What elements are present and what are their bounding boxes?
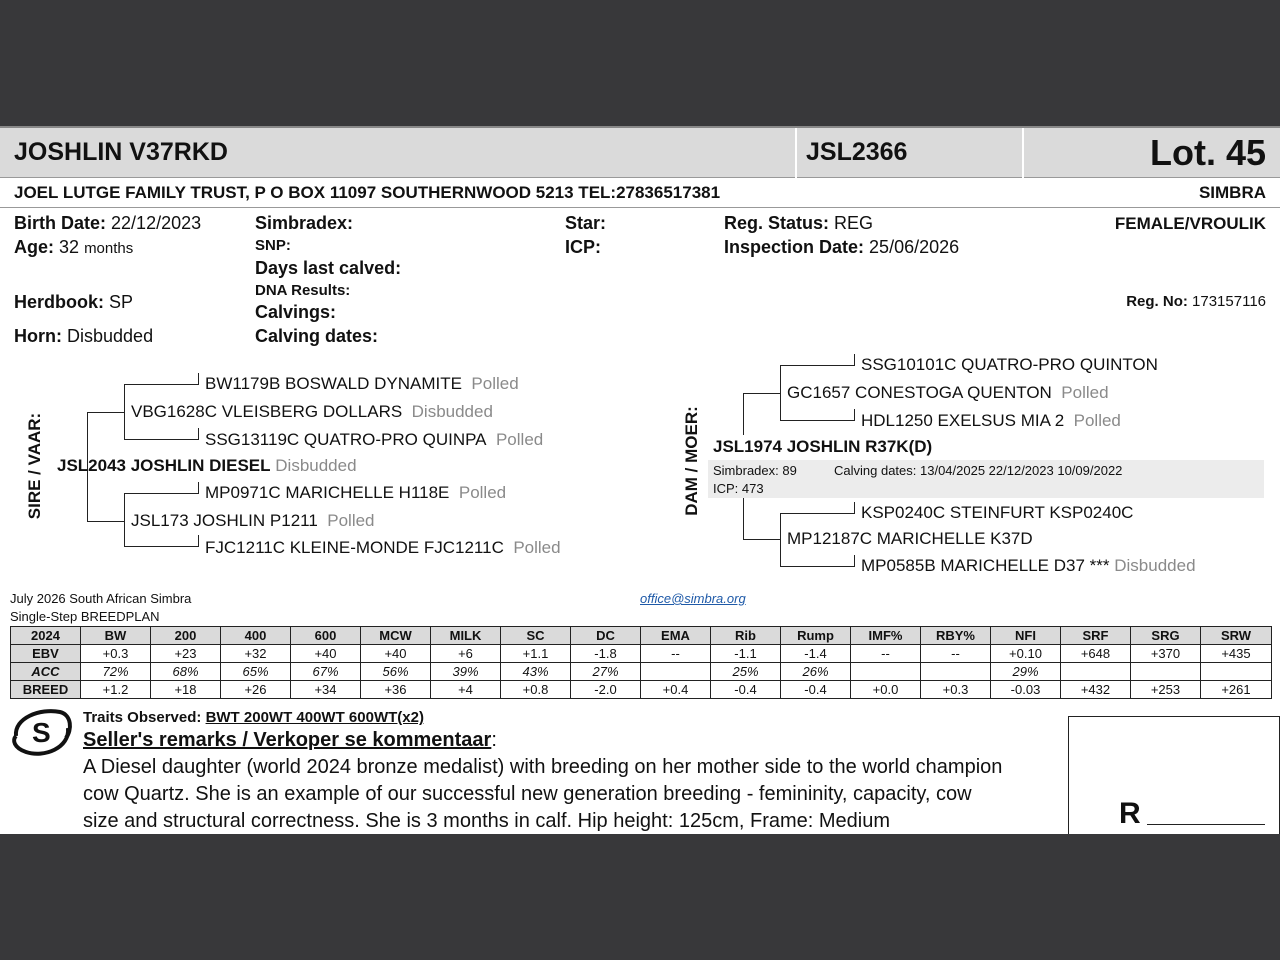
ebv-header-cell: SC xyxy=(501,627,571,645)
ebv-cell xyxy=(641,663,711,681)
remarks-title: Seller's remarks / Verkoper se kommentaar: xyxy=(83,729,497,751)
pedigree-line xyxy=(198,482,199,494)
ebv-cell: -1.8 xyxy=(571,645,641,663)
ebv-cell: +0.8 xyxy=(501,681,571,699)
ebv-row xyxy=(11,681,1272,699)
pedigree-line xyxy=(87,521,124,522)
ebv-cell: +18 xyxy=(151,681,221,699)
sex: FEMALE/VROULIK xyxy=(1114,214,1266,233)
sire-dam-sire: MP0971C MARICHELLE H118E Polled xyxy=(205,483,507,502)
logo-letter: S xyxy=(32,717,51,748)
pedigree-line xyxy=(780,513,781,567)
breed-name: SIMBRA xyxy=(1198,183,1266,202)
lot-header xyxy=(0,126,1280,178)
ebv-cell: +40 xyxy=(291,645,361,663)
dam-dam: MP12187C MARICHELLE K37D xyxy=(787,529,1033,548)
ebv-header-cell: SRG xyxy=(1131,627,1201,645)
pedigree-line xyxy=(124,384,198,385)
ebv-cell xyxy=(1061,663,1131,681)
ebv-cell: -1.1 xyxy=(711,645,781,663)
inspection-date: Inspection Date: 25/06/2026 xyxy=(724,237,960,257)
days-last-calved-label: Days last calved: xyxy=(255,258,402,278)
pedigree-line xyxy=(124,546,198,547)
pedigree-line xyxy=(780,566,854,567)
sire-dam-dam: FJC1211C KLEINE-MONDE FJC1211C Polled xyxy=(205,538,561,557)
ebv-source: July 2026 South African Simbra xyxy=(10,591,192,606)
ebv-cell: 27% xyxy=(571,663,641,681)
dam-sire-sire: SSG10101C QUATRO-PRO QUINTON xyxy=(861,355,1158,374)
ebv-header-cell: SRF xyxy=(1061,627,1131,645)
price-line xyxy=(1147,824,1265,825)
ebv-cell: +261 xyxy=(1201,681,1272,699)
traits-observed: Traits Observed: BWT 200WT 400WT 600WT(x2) xyxy=(83,709,424,726)
ebv-cell: +34 xyxy=(291,681,361,699)
pedigree-line xyxy=(780,513,854,514)
ebv-cell: -0.4 xyxy=(711,681,781,699)
reg-status: Reg. Status: REG xyxy=(724,213,874,233)
reg-number: Reg. No: 173157116 xyxy=(1126,293,1266,310)
ebv-cell: -1.4 xyxy=(781,645,851,663)
ebv-cell: -0.03 xyxy=(991,681,1061,699)
breeder-info: JOEL LUTGE FAMILY TRUST, P O BOX 11097 SOUTHERNWOOD 5213 TEL:27836517381 xyxy=(14,183,721,202)
ebv-cell: 25% xyxy=(711,663,781,681)
pedigree-line xyxy=(780,365,781,421)
price-box[interactable] xyxy=(1068,716,1280,834)
sire-side-label: SIRE / VAAR: xyxy=(25,412,44,520)
ebv-cell: +0.0 xyxy=(851,681,921,699)
calvings-label: Calvings: xyxy=(255,302,337,322)
pedigree-line xyxy=(854,555,855,567)
pedigree-line xyxy=(124,493,125,547)
ebv-cell: +370 xyxy=(1131,645,1201,663)
ebv-cell: +36 xyxy=(361,681,431,699)
pedigree-line xyxy=(743,393,744,435)
dam-side-label: DAM / MOER: xyxy=(682,406,701,516)
ebv-cell: 72% xyxy=(81,663,151,681)
email-link[interactable]: office@simbra.org xyxy=(640,591,746,606)
ebv-row-label: ACC xyxy=(11,663,81,681)
ebv-cell: +23 xyxy=(151,645,221,663)
ebv-row xyxy=(11,645,1272,663)
pedigree-line xyxy=(743,498,744,540)
breeder-bar xyxy=(0,178,1280,208)
remarks-line: size and structural correctness. She is 3 months in calf. Hip height: 125cm, Frame: Medium xyxy=(83,810,891,832)
simbradex-label: Simbradex: xyxy=(255,213,354,233)
ebv-cell: +0.4 xyxy=(641,681,711,699)
pedigree-line xyxy=(854,409,855,421)
dam: JSL1974 JOSHLIN R37K(D) xyxy=(713,437,933,456)
ebv-header-cell: MCW xyxy=(361,627,431,645)
ebv-header-cell: Rump xyxy=(781,627,851,645)
pedigree-line xyxy=(124,439,198,440)
dam-dam-dam: MP0585B MARICHELLE D37 *** Disbudded xyxy=(861,556,1196,575)
ebv-cell: -- xyxy=(921,645,991,663)
ebv-header-cell: NFI xyxy=(991,627,1061,645)
animal-id: JSL2366 xyxy=(806,138,908,166)
pedigree-line xyxy=(198,535,199,547)
lot-card xyxy=(0,126,1280,834)
ebv-cell: +648 xyxy=(1061,645,1131,663)
ebv-cell xyxy=(851,663,921,681)
pedigree-line xyxy=(854,354,855,366)
ebv-cell: 56% xyxy=(361,663,431,681)
ebv-header-cell: 600 xyxy=(291,627,361,645)
dam-sire-dam: HDL1250 EXELSUS MIA 2 Polled xyxy=(861,411,1121,430)
pedigree-line xyxy=(743,539,780,540)
ebv-header-cell: MILK xyxy=(431,627,501,645)
dam-dam-sire: KSP0240C STEINFURT KSP0240C xyxy=(861,503,1134,522)
ebv-cell: +0.3 xyxy=(921,681,991,699)
ebv-cell: +1.1 xyxy=(501,645,571,663)
age: Age: 32 months xyxy=(14,237,134,257)
lot-number: Lot. 45 xyxy=(1149,132,1266,173)
ebv-header-cell: BW xyxy=(81,627,151,645)
sire-sire-sire: BW1179B BOSWALD DYNAMITE Polled xyxy=(205,374,519,393)
ebv-cell: +4 xyxy=(431,681,501,699)
ebv-cell xyxy=(1201,663,1272,681)
ebv-row-label: EBV xyxy=(11,645,81,663)
ebv-header-cell: SRW xyxy=(1201,627,1272,645)
ebv-cell: +26 xyxy=(221,681,291,699)
ebv-cell: 67% xyxy=(291,663,361,681)
ebv-cell: 39% xyxy=(431,663,501,681)
ebv-cell: +253 xyxy=(1131,681,1201,699)
ebv-cell: -0.4 xyxy=(781,681,851,699)
ebv-cell: +0.3 xyxy=(81,645,151,663)
dam-icp: ICP: 473 xyxy=(713,481,764,496)
pedigree-line xyxy=(198,373,199,385)
ebv-header-cell: RBY% xyxy=(921,627,991,645)
ebv-row-label: BREED xyxy=(11,681,81,699)
ebv-cell: +40 xyxy=(361,645,431,663)
ebv-header-cell: 400 xyxy=(221,627,291,645)
dam-info-box xyxy=(708,460,1264,498)
calving-dates-label: Calving dates: xyxy=(255,326,379,346)
ebv-cell xyxy=(921,663,991,681)
dna-results-label: DNA Results: xyxy=(255,282,351,299)
icp-label: ICP: xyxy=(565,237,601,257)
pedigree-line xyxy=(198,428,199,440)
ebv-cell: 29% xyxy=(991,663,1061,681)
remarks-line: cow Quartz. She is an example of our successful new generation breeding - femininity, capacity, cow xyxy=(83,783,972,805)
remarks-line: A Diesel daughter (world 2024 bronze medalist) with breeding on her mother side to the world champion xyxy=(83,756,1003,778)
pedigree-line xyxy=(124,493,198,494)
ebv-method: Single-Step BREEDPLAN xyxy=(10,609,160,624)
ebv-header-cell: 2024 xyxy=(11,627,81,645)
sire-dam: JSL173 JOSHLIN P1211 Polled xyxy=(131,511,375,530)
ebv-cell: -2.0 xyxy=(571,681,641,699)
ebv-header-cell: Rib xyxy=(711,627,781,645)
ebv-row xyxy=(11,663,1272,681)
animal-name: JOSHLIN V37RKD xyxy=(14,138,228,166)
ebv-cell: +32 xyxy=(221,645,291,663)
sire: JSL2043 JOSHLIN DIESEL Disbudded xyxy=(57,456,357,475)
ebv-header-cell: EMA xyxy=(641,627,711,645)
ebv-cell: +0.10 xyxy=(991,645,1061,663)
ebv-cell: -- xyxy=(851,645,921,663)
pedigree-line xyxy=(854,502,855,514)
dam-sire: GC1657 CONESTOGA QUENTON Polled xyxy=(787,383,1109,402)
sire-sire-dam: SSG13119C QUATRO-PRO QUINPA Polled xyxy=(205,430,544,449)
ebv-cell: +6 xyxy=(431,645,501,663)
ebv-cell: +435 xyxy=(1201,645,1272,663)
header-divider xyxy=(795,128,797,180)
ebv-header-cell: 200 xyxy=(151,627,221,645)
pedigree-line xyxy=(87,412,124,413)
dam-simbradex: Simbradex: 89 xyxy=(713,463,797,478)
ebv-cell: +432 xyxy=(1061,681,1131,699)
simbra-logo-icon xyxy=(10,706,74,758)
ebv-cell: -- xyxy=(641,645,711,663)
ebv-cell: 68% xyxy=(151,663,221,681)
ebv-header-row xyxy=(11,627,1272,645)
ebv-table xyxy=(10,626,1272,699)
ebv-header-cell: DC xyxy=(571,627,641,645)
ebv-cell: 26% xyxy=(781,663,851,681)
ebv-header-cell: IMF% xyxy=(851,627,921,645)
header-divider xyxy=(1022,128,1024,180)
star-label: Star: xyxy=(565,213,607,233)
birth-date: Birth Date: 22/12/2023 xyxy=(14,213,202,233)
dam-calving-dates: Calving dates: 13/04/2025 22/12/2023 10/09/2022 xyxy=(834,463,1123,478)
ebv-cell: 65% xyxy=(221,663,291,681)
horn-status: Horn: Disbudded xyxy=(14,326,154,346)
pedigree-line xyxy=(124,384,125,440)
pedigree-line xyxy=(743,393,780,394)
sire-sire: VBG1628C VLEISBERG DOLLARS Disbudded xyxy=(131,402,493,421)
pedigree-line xyxy=(780,420,854,421)
herdbook: Herdbook: SP xyxy=(14,292,134,312)
ebv-cell: +1.2 xyxy=(81,681,151,699)
price-label: R xyxy=(1119,797,1141,830)
ebv-cell: 43% xyxy=(501,663,571,681)
snp-label: SNP: xyxy=(255,237,291,254)
ebv-cell xyxy=(1131,663,1201,681)
pedigree-line xyxy=(780,365,854,366)
